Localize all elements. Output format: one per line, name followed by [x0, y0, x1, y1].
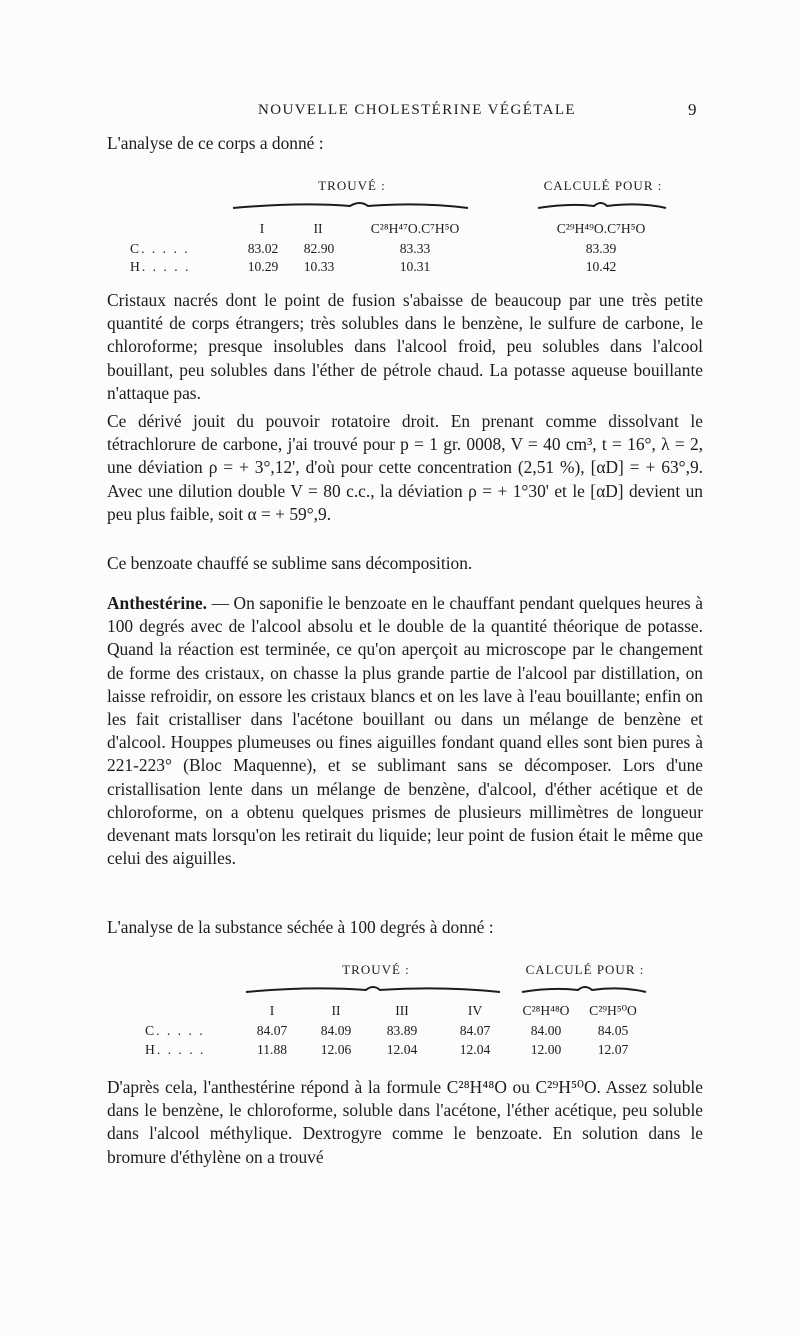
table1-cell: 10.33	[303, 259, 335, 274]
table1-col-header: C²⁸H⁴⁷O.C⁷H⁵O	[370, 221, 460, 236]
table1-cell: 10.42	[585, 259, 617, 274]
table2-group-found: TROUVÉ :	[342, 962, 410, 977]
table2-cell: 12.07	[597, 1042, 629, 1057]
intro-line: L'analyse de ce corps a donné :	[107, 133, 324, 153]
table1-row-label: H. . . . .	[130, 259, 191, 274]
paragraph-derive: Ce dérivé jouit du pouvoir rotatoire droit. En prenant comme dissolvant le tétrachlorure de carbone, j'ai trouvé pour p = 1 gr. 0008, V = 40 cm³, t = 16°, λ = 2, une déviation ρ = + 3°,12', d'où pour cette concentration (2,51 %), [αD] = + 63°,9. Avec une dilution double V = 80 c.c., la déviation ρ = + 1°30' et le [αD] devient un peu plus faible, soit α = + 59°,9.	[107, 411, 703, 524]
table2-cell: 12.06	[320, 1042, 352, 1057]
table1-cell: 10.29	[247, 259, 279, 274]
running-head-title: NOUVELLE CHOLESTÉRINE VÉGÉTALE	[258, 102, 576, 118]
table2-cell: 12.00	[530, 1042, 562, 1057]
table2-col-header: I	[269, 1003, 275, 1018]
table2-cell: 11.88	[256, 1042, 288, 1057]
table1-col-header: II	[313, 221, 323, 236]
table2-col-header: C²⁸H⁴⁸O	[522, 1003, 570, 1018]
table1-cell: 10.31	[399, 259, 431, 274]
table2-row-label: C. . . . .	[145, 1023, 205, 1038]
table1-col-header: I	[259, 221, 265, 236]
table1-group-found: TROUVÉ :	[318, 178, 386, 193]
table1-cell: 83.33	[399, 241, 431, 256]
table2-cell: 84.07	[459, 1023, 491, 1038]
table1-cell: 83.39	[585, 241, 617, 256]
table2-cell: 12.04	[459, 1042, 491, 1057]
table2-cell: 84.00	[530, 1023, 562, 1038]
table1-col-header: C²⁹H⁴⁹O.C⁷H⁵O	[556, 221, 646, 236]
paragraph-analyse: L'analyse de la substance séchée à 100 degrés à donné :	[107, 917, 494, 937]
section-heading-anthesterine: Anthestérine.	[107, 593, 207, 613]
table1-cell: 82.90	[303, 241, 335, 256]
table2-col-header: III	[395, 1003, 409, 1018]
table2-group-calc: CALCULÉ POUR :	[525, 962, 645, 977]
table2-cell: 84.09	[320, 1023, 352, 1038]
table2-cell: 84.05	[597, 1023, 629, 1038]
page-number: 9	[688, 100, 697, 119]
table2-col-header: IV	[467, 1003, 483, 1018]
table1-row-label: C. . . . .	[130, 241, 190, 256]
paragraph-sublime: Ce benzoate chauffé se sublime sans décomposition.	[107, 553, 473, 573]
table2-cell: 84.07	[256, 1023, 288, 1038]
paragraph-cristaux: Cristaux nacrés dont le point de fusion s'abaisse de beaucoup par une très petite quantité de corps étrangers; très solubles dans le benzène, le sulfure de carbone, le chloroforme; presque insolubles dans l'alcool froid, peu solubles dans l'alcool bouillant, peu solubles dans l'éther de pétrole chaud. La potasse aqueuse bouillante n'attaque pas.	[107, 290, 703, 403]
table2-col-header: C²⁹H⁵⁰O	[589, 1003, 637, 1018]
paragraph-anthesterine-body: — On saponifie le benzoate en le chauffant pendant quelques heures à 100 degrés avec de l'alcool absolu et le double de la quantité théorique de potasse. Quand la réaction est terminée, ce qu'on aperçoit au microscope par le changement de forme des cristaux, on chasse la plus grande partie de l'alcool par distillation, on laisse refroidir, on essore les cristaux blancs et on les lave à l'eau bouillante; enfin on les fait cristalliser dans l'acétone bouillant ou dans un mélange de benzène et d'alcool. Houppes plumeuses ou fines aiguilles fondant quand elles sont bien pures à 221-223° (Bloc Maquenne), et se sublimant sans se décomposer. Lors d'une cristallisation lente dans un mélange de benzène, d'alcool, d'éther acétique et de chloroforme, on a obtenu quelques prismes de plusieurs millimètres de longueur devenant mats lorsqu'on les retirait du liquide; leur point de fusion était le même que celui des aiguilles.	[107, 593, 703, 869]
table2-row-label: H. . . . .	[145, 1042, 206, 1057]
table1-group-calc: CALCULÉ POUR :	[543, 178, 663, 193]
table2-cell: 12.04	[386, 1042, 418, 1057]
table2-col-header: II	[331, 1003, 341, 1018]
table2-cell: 83.89	[386, 1023, 418, 1038]
table1-cell: 83.02	[247, 241, 279, 256]
paragraph-dapres: D'après cela, l'anthestérine répond à la formule C²⁸H⁴⁸O ou C²⁹H⁵⁰O. Assez soluble dans le benzène, le chloroforme, soluble dans l'acétone, l'éther acétique, peu soluble dans l'alcool méthylique. Dextrogyre comme le benzoate. En solution dans le bromure d'éthylène on a trouvé	[107, 1077, 703, 1167]
